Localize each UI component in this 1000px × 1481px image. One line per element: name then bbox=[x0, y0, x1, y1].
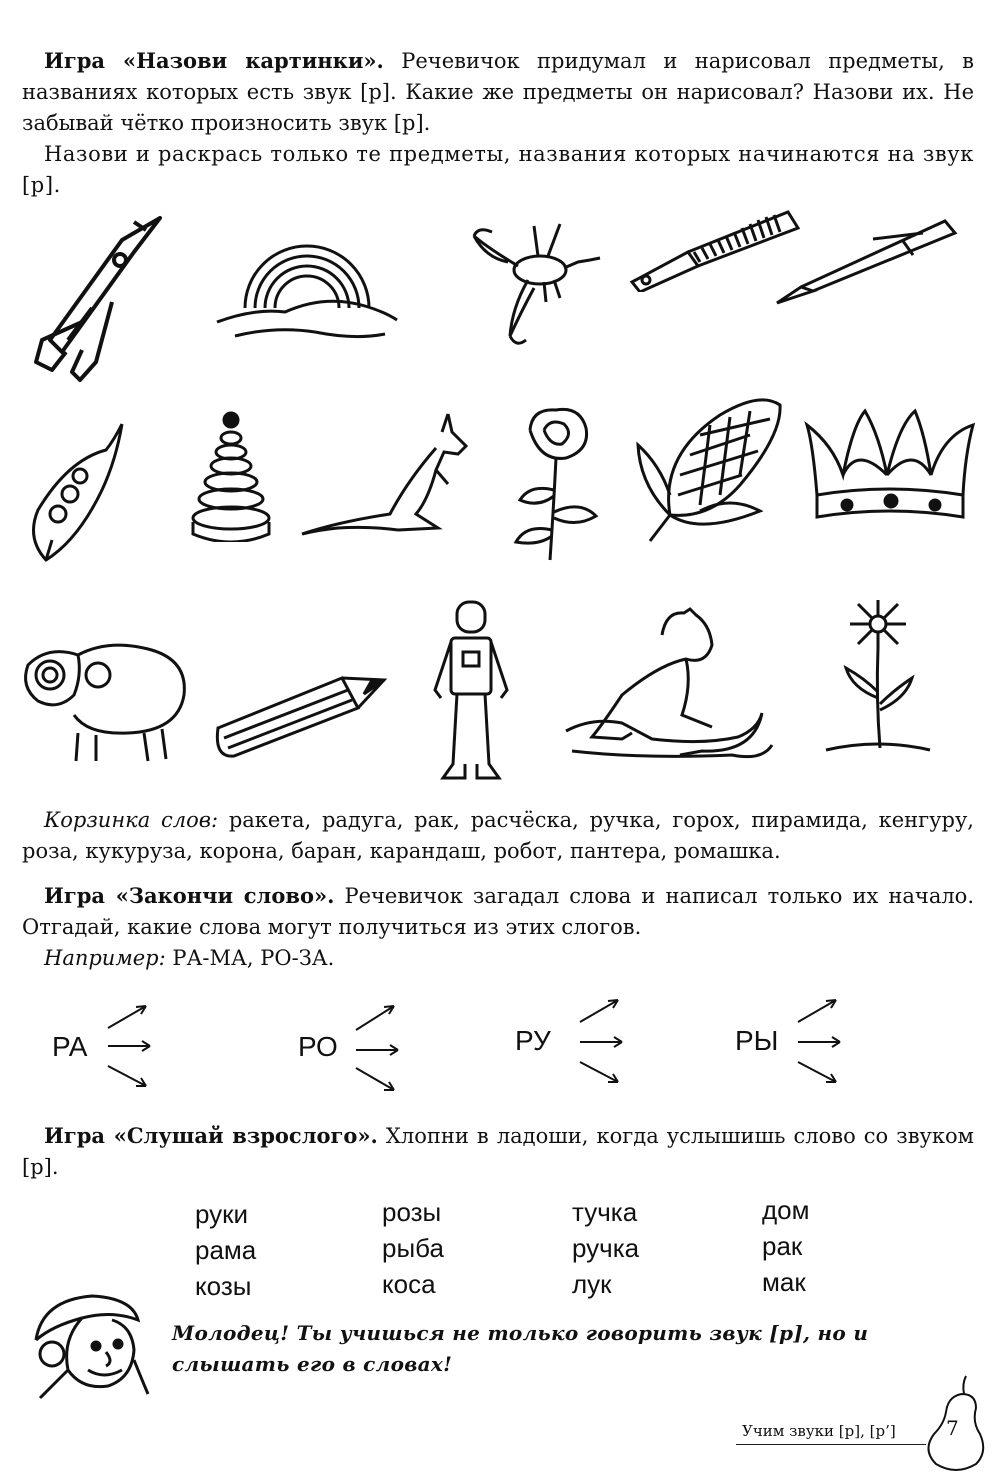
crayfish-icon bbox=[468, 218, 608, 353]
word-column-2 bbox=[382, 1194, 444, 1302]
intro-paragraph bbox=[22, 45, 974, 139]
example-label: Например: bbox=[44, 946, 166, 970]
page-number: 7 bbox=[946, 1416, 959, 1440]
pen-icon bbox=[773, 215, 963, 307]
syllable-ry: РЫ bbox=[735, 1025, 779, 1056]
arrows-ru-icon bbox=[574, 996, 629, 1088]
praise-text: Молодец! Ты учишься не только говорить звук [р], но и слышать его в словах! bbox=[172, 1321, 869, 1376]
ram-icon bbox=[18, 635, 193, 765]
panther-icon bbox=[562, 605, 774, 777]
example-text: РА-МА, РО-ЗА. bbox=[165, 946, 335, 970]
example-line bbox=[22, 943, 974, 974]
word-item: рак bbox=[762, 1231, 803, 1261]
game2-title: Игра «Закончи слово». bbox=[44, 883, 335, 908]
corn-icon bbox=[630, 395, 785, 545]
pencil-icon bbox=[210, 668, 388, 760]
word-column-4 bbox=[762, 1192, 810, 1300]
rocket-icon bbox=[22, 212, 167, 387]
gnome-icon bbox=[22, 1290, 152, 1402]
pea-pod-icon bbox=[18, 420, 130, 565]
basket-label: Корзинка слов: bbox=[44, 808, 219, 832]
word-item: козы bbox=[195, 1271, 252, 1301]
game3-paragraph bbox=[22, 1120, 974, 1183]
syllable-ro: РО bbox=[298, 1031, 338, 1062]
crown-icon bbox=[803, 405, 978, 530]
basket-words: ракета, радуга, рак, расчёска, ручка, горох, пирамида, кенгуру, роза, кукуруза, корона, баран, карандаш, робот, пантера, ромашка. bbox=[22, 808, 974, 863]
word-item: рыба bbox=[382, 1233, 444, 1263]
basket-paragraph bbox=[22, 805, 974, 867]
game2-paragraph bbox=[22, 880, 974, 943]
task-text: Назови и раскрась только те предметы, названия которых начинаются на звук [р]. bbox=[22, 142, 974, 197]
arrows-ro-icon bbox=[350, 1002, 405, 1094]
word-item: рама bbox=[195, 1235, 257, 1265]
word-item: лук bbox=[572, 1269, 612, 1299]
game3-text: Хлопни в ладоши, когда услышишь слово со звуком [р]. bbox=[22, 1124, 975, 1179]
kangaroo-icon bbox=[298, 410, 476, 538]
game3-title: Игра «Слушай взрослого». bbox=[44, 1123, 378, 1148]
pyramid-toy-icon bbox=[185, 410, 275, 542]
syllable-ru: РУ bbox=[515, 1025, 551, 1056]
arrows-ra-icon bbox=[102, 1002, 157, 1092]
game1-text: Речевичок придумал и нарисовал предметы, в названиях которых есть звук [р]. Какие же предметы он нарисовал? Назови их. Не забывай чётко произносить звук [р]. bbox=[22, 49, 974, 135]
footer-divider bbox=[736, 1444, 926, 1445]
word-item: ручка bbox=[572, 1233, 640, 1263]
word-item: мак bbox=[762, 1267, 806, 1297]
footer-title: Учим звуки [р], [р’] bbox=[742, 1422, 896, 1440]
task-paragraph bbox=[22, 139, 974, 201]
arrows-ry-icon bbox=[792, 996, 847, 1088]
word-item: тучка bbox=[572, 1197, 638, 1227]
word-item: коса bbox=[382, 1269, 436, 1299]
word-item: руки bbox=[195, 1199, 249, 1229]
rose-icon bbox=[510, 400, 602, 562]
syllable-ra: РА bbox=[52, 1031, 88, 1062]
word-item: розы bbox=[382, 1197, 442, 1227]
robot-icon bbox=[425, 598, 517, 783]
chamomile-icon bbox=[822, 598, 932, 756]
word-column-1 bbox=[195, 1196, 256, 1304]
game2-text: Речевичок загадал слова и написал только их начало. Отгадай, какие слова могут получиться из этих слогов. bbox=[22, 884, 974, 939]
rainbow-icon bbox=[215, 228, 400, 348]
word-item: дом bbox=[762, 1195, 810, 1225]
game1-title: Игра «Назови картинки». bbox=[44, 48, 384, 73]
word-column-3 bbox=[572, 1194, 639, 1302]
